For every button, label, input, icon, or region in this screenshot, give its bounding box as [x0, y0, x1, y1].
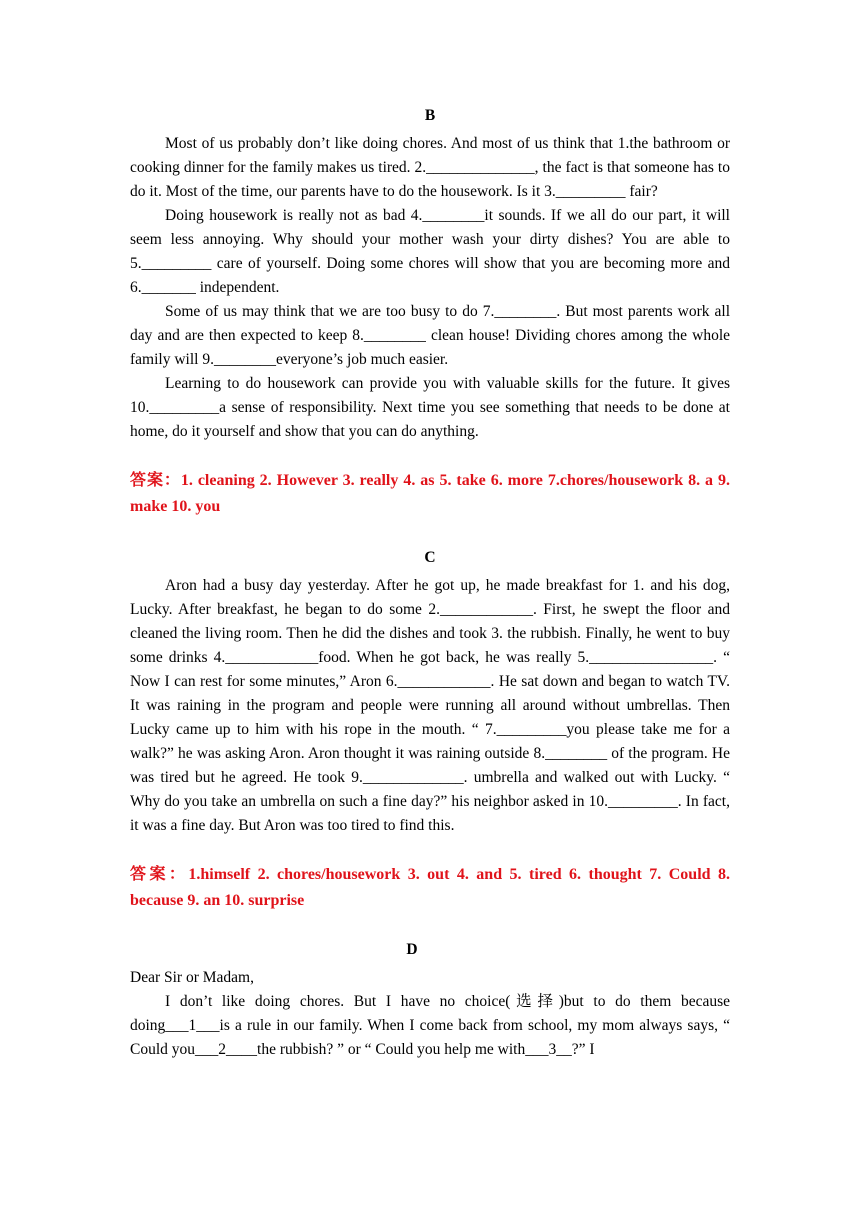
- document-page: [130, 104, 730, 1062]
- section-b-heading: B: [424, 107, 436, 124]
- section-c-paragraph: Aron had a busy day yesterday. After he got up, he made breakfast for 1. and his dog, Lucky. After breakfast, he began to do some 2.____________. First, he swept the floor and cleaned the living room. Then he did the dishes and took 3. the rubbish. Finally, he went to buy some drinks 4.____________food. When he got back, he was really 5.________________. “ Now I can rest for some minutes,” Aron 6.____________. He sat down and began to watch TV. It was raining in the program and people were running all around without umbrellas. Then Lucky came up to him with his rope in the mouth. “ 7._________you please take me for a walk?” he was asking Aron. Aron thought it was raining outside 8.________ of the program. He was tired but he agreed. He took 9._____________. umbrella and walked out with Lucky. “ Why do you take an umbrella on such a fine day?” his neighbor asked in 10._________. In fact, it was a fine day. But Aron was too tired to find this.: [130, 577, 730, 834]
- section-b-paragraph-4: Learning to do housework can provide you with valuable skills for the future. It gives 10._________a sense of responsibility. Next time you see something that needs to be done at home, do it yourself and show that you can do anything.: [130, 375, 730, 440]
- section-c-answer: 答案：1.himself 2. chores/housework 3. out 4. and 5. tired 6. thought 7. Could 8. because 9. an 10. surprise: [130, 866, 730, 909]
- section-d-salutation: Dear Sir or Madam,: [130, 969, 254, 986]
- section-b-paragraph-2: Doing housework is really not as bad 4.________it sounds. If we all do our part, it will seem less annoying. Why should your mother wash your dirty dishes? You are able to 5._________ care of yourself. Doing some chores will show that you are becoming more and 6._______ independent.: [130, 207, 730, 296]
- section-d-paragraph: I don’t like doing chores. But I have no choice(选择)but to do them because doing___1___is a rule in our family. When I come back from school, my mom always says, “ Could you___2____the rubbish? ” or “ Could you help me with___3__?” I: [130, 993, 730, 1058]
- section-b-paragraph-1: Most of us probably don’t like doing chores. And most of us think that 1.the bathroom or cooking dinner for the family makes us tired. 2.______________, the fact is that someone has to do it. Most of the time, our parents have to do the housework. Is it 3._________ fair?: [130, 135, 730, 200]
- section-d-heading: D: [406, 941, 418, 958]
- section-b-answer: 答案：1. cleaning 2. However 3. really 4. as 5. take 6. more 7.chores/housework 8. a 9. make 10. you: [130, 472, 730, 515]
- section-c-heading: C: [424, 549, 436, 566]
- section-b-paragraph-3: Some of us may think that we are too busy to do 7.________. But most parents work all day and are then expected to keep 8.________ clean house! Dividing chores among the whole family will 9.________everyone’s job much easier.: [130, 303, 730, 368]
